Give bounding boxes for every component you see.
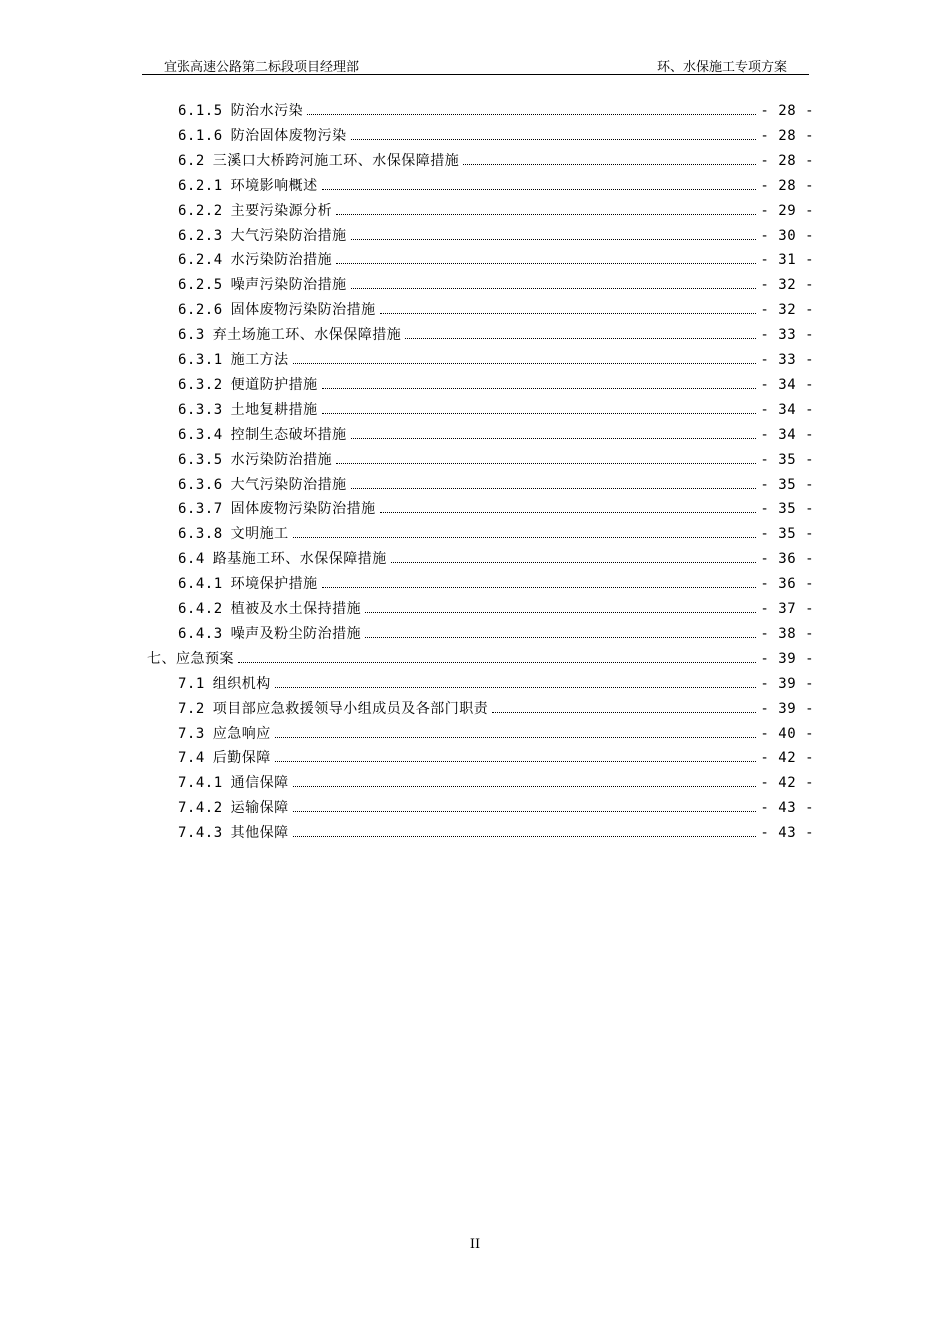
toc-entry-label: 噪声污染防治措施 (230, 277, 347, 294)
toc-entry-number: 7.4.3 (178, 825, 223, 842)
toc-dot-leader (336, 450, 756, 464)
toc-entry-label: 水污染防治措施 (230, 451, 333, 468)
toc-entry-label: 后勤保障 (212, 750, 271, 767)
toc-entry[interactable] (178, 524, 814, 544)
toc-dot-leader (293, 798, 757, 812)
toc-entry-number: 6.2.5 (178, 277, 223, 294)
toc-entry[interactable] (178, 599, 814, 619)
toc-dot-leader (351, 425, 757, 439)
toc-dot-leader (492, 699, 756, 713)
toc-entry-number: 7.3 (178, 725, 205, 742)
toc-entry-number: 6.3 (178, 327, 205, 344)
toc-entry[interactable] (178, 773, 814, 793)
toc-entry-label: 组织机构 (212, 675, 271, 692)
toc-entry-number: 6.3.1 (178, 352, 223, 368)
toc-entry[interactable] (178, 798, 814, 818)
toc-dot-leader (293, 524, 757, 538)
toc-entry-label: 固体废物污染防治措施 (230, 302, 376, 319)
toc-entry[interactable] (178, 425, 814, 445)
toc-entry[interactable] (178, 101, 814, 121)
toc-entry-number: 6.3.2 (178, 376, 223, 393)
toc-entry-label: 控制生态破坏措施 (230, 426, 347, 443)
toc-entry[interactable] (178, 151, 814, 171)
toc-entry-number: 6.2.4 (178, 252, 223, 269)
toc-entry-number: 6.2.1 (178, 177, 223, 194)
toc-entry-number: 7.4 (178, 750, 205, 767)
toc-entry-number: 6.3.7 (178, 501, 223, 518)
toc-dot-leader (336, 201, 756, 215)
toc-entry-label: 三溪口大桥跨河施工环、水保保障措施 (212, 152, 460, 169)
toc-entry-page: - 29 - (760, 202, 814, 219)
toc-entry-number: 7.4.2 (178, 800, 223, 817)
toc-dot-leader (238, 649, 756, 663)
toc-entry[interactable] (178, 300, 814, 320)
toc-dot-leader (322, 400, 757, 414)
toc-entry-page: - 34 - (760, 376, 814, 393)
toc-entry[interactable] (178, 674, 814, 694)
toc-entry-page: - 30 - (760, 227, 814, 244)
toc-entry-number: 6.3.3 (178, 401, 223, 418)
toc-dot-leader (405, 325, 756, 339)
toc-entry-number: 6.3.8 (178, 526, 223, 543)
toc-dot-leader (351, 126, 757, 140)
toc-entry-number: 6.2 (178, 152, 205, 169)
toc-entry-page: - 43 - (760, 825, 814, 842)
toc-entry-number: 6.3.4 (178, 426, 223, 443)
toc-entry-label: 环境影响概述 (230, 177, 318, 194)
toc-entry-page: - 31 - (760, 252, 814, 269)
toc-entry-label: 弃土场施工环、水保保障措施 (212, 327, 402, 344)
toc-entry-label: 七、应急预案 (147, 650, 234, 667)
toc-entry[interactable] (178, 549, 814, 569)
toc-entry-page: - 40 - (760, 725, 814, 742)
toc-entry-label: 施工方法 (230, 352, 289, 368)
toc-entry-label: 防治固体废物污染 (230, 127, 347, 144)
toc-dot-leader (365, 599, 756, 613)
toc-entry-page: - 36 - (760, 576, 814, 593)
toc-entry-number: 6.3.6 (178, 476, 223, 493)
toc-entry-number: 6.2.3 (178, 227, 223, 244)
page-header (142, 52, 809, 75)
toc-entry-page: - 28 - (760, 127, 814, 144)
toc-entry-label: 固体废物污染防治措施 (230, 501, 376, 518)
toc-dot-leader (275, 724, 757, 738)
toc-entry-label: 主要污染源分析 (230, 202, 333, 219)
toc-entry-label: 防治水污染 (230, 103, 304, 119)
toc-entry-page: - 35 - (760, 451, 814, 468)
toc-dot-leader (463, 151, 756, 165)
toc-entry-label: 噪声及粉尘防治措施 (230, 625, 362, 642)
toc-entry[interactable] (178, 325, 814, 345)
toc-entry-number: 6.4.1 (178, 576, 223, 593)
toc-entry[interactable] (178, 350, 814, 370)
header-document-title: 环、水保施工专项方案 (656, 60, 787, 75)
toc-dot-leader (322, 176, 757, 190)
toc-entry-page: - 35 - (760, 501, 814, 518)
toc-entry[interactable] (147, 649, 814, 669)
toc-entry[interactable] (178, 748, 814, 768)
toc-dot-leader (336, 250, 756, 264)
toc-dot-leader (275, 674, 757, 688)
toc-dot-leader (351, 475, 757, 489)
page-number: II (469, 1237, 481, 1252)
toc-dot-leader (391, 549, 757, 563)
toc-entry[interactable] (178, 176, 814, 196)
toc-dot-leader (275, 748, 757, 762)
toc-entry-page: - 33 - (760, 327, 814, 344)
toc-entry-number: 6.3.5 (178, 451, 223, 468)
toc-dot-leader (307, 101, 756, 115)
toc-entry-page: - 28 - (760, 177, 814, 194)
toc-entry[interactable] (178, 400, 814, 420)
toc-dot-leader (322, 574, 757, 588)
toc-entry[interactable] (178, 250, 814, 270)
toc-entry-page: - 35 - (760, 526, 814, 543)
toc-entry[interactable] (178, 823, 814, 843)
toc-entry-label: 水污染防治措施 (230, 252, 333, 269)
toc-entry-page: - 39 - (760, 675, 814, 692)
toc-entry-page: - 39 - (760, 650, 814, 667)
toc-entry[interactable] (178, 724, 814, 744)
toc-entry[interactable] (178, 624, 814, 644)
toc-entry-page: - 39 - (760, 700, 814, 717)
toc-entry-page: - 37 - (760, 601, 814, 617)
toc-entry-number: 6.4.3 (178, 625, 223, 642)
toc-entry-page: - 34 - (760, 426, 814, 443)
toc-entry-number: 6.1.6 (178, 127, 223, 144)
toc-entry-number: 6.4.2 (178, 601, 223, 617)
toc-entry-page: - 42 - (760, 775, 814, 792)
toc-dot-leader (293, 350, 757, 364)
toc-entry-number: 6.4 (178, 551, 205, 568)
toc-entry-page: - 38 - (760, 625, 814, 642)
toc-dot-leader (351, 275, 757, 289)
toc-entry[interactable] (178, 126, 814, 146)
toc-entry[interactable] (178, 226, 814, 246)
toc-entry-label: 环境保护措施 (230, 576, 318, 593)
toc-entry-page: - 32 - (760, 277, 814, 294)
toc-dot-leader (351, 226, 757, 240)
toc-entry-page: - 42 - (760, 750, 814, 767)
toc-entry-label: 应急响应 (212, 725, 271, 742)
toc-entry[interactable] (178, 574, 814, 594)
toc-entry-number: 6.1.5 (178, 103, 223, 119)
toc-entry-number: 6.2.6 (178, 302, 223, 319)
toc-entry-page: - 36 - (760, 551, 814, 568)
toc-entry-label: 路基施工环、水保保障措施 (212, 551, 387, 568)
toc-dot-leader (293, 823, 757, 837)
toc-entry-label: 大气污染防治措施 (230, 476, 347, 493)
toc-entry-label: 植被及水土保持措施 (230, 601, 362, 617)
toc-entry-page: - 34 - (760, 401, 814, 418)
toc-dot-leader (380, 300, 757, 314)
toc-entry-label: 土地复耕措施 (230, 401, 318, 418)
toc-entry[interactable] (178, 201, 814, 221)
toc-entry-page: - 33 - (760, 352, 814, 368)
toc-entry-label: 项目部应急救援领导小组成员及各部门职责 (212, 700, 489, 717)
toc-entry-page: - 28 - (760, 152, 814, 169)
toc-entry[interactable] (178, 475, 814, 495)
toc-dot-leader (293, 773, 757, 787)
header-organization: 宜张高速公路第二标段项目经理部 (164, 60, 360, 75)
toc-entry-page: - 32 - (760, 302, 814, 319)
toc-entry-label: 大气污染防治措施 (230, 227, 347, 244)
toc-entry-page: - 35 - (760, 476, 814, 493)
toc-entry-label: 运输保障 (230, 800, 289, 817)
toc-entry-page: - 43 - (760, 800, 814, 817)
toc-dot-leader (365, 624, 756, 638)
toc-entry-label: 便道防护措施 (230, 376, 318, 393)
toc-entry-label: 其他保障 (230, 825, 289, 842)
toc-entry[interactable] (178, 699, 814, 719)
toc-entry-number: 6.2.2 (178, 202, 223, 219)
toc-entry-number: 7.2 (178, 700, 205, 717)
toc-entry-label: 通信保障 (230, 775, 289, 792)
toc-entry[interactable] (178, 499, 814, 519)
toc-entry[interactable] (178, 450, 814, 470)
toc-entry[interactable] (178, 275, 814, 295)
toc-entry-number: 7.1 (178, 675, 205, 692)
toc-entry-page: - 28 - (760, 103, 814, 119)
toc-entry-number: 7.4.1 (178, 775, 223, 792)
toc-dot-leader (380, 499, 757, 513)
toc-entry[interactable] (178, 375, 814, 395)
toc-dot-leader (322, 375, 757, 389)
toc-entry-label: 文明施工 (230, 526, 289, 543)
